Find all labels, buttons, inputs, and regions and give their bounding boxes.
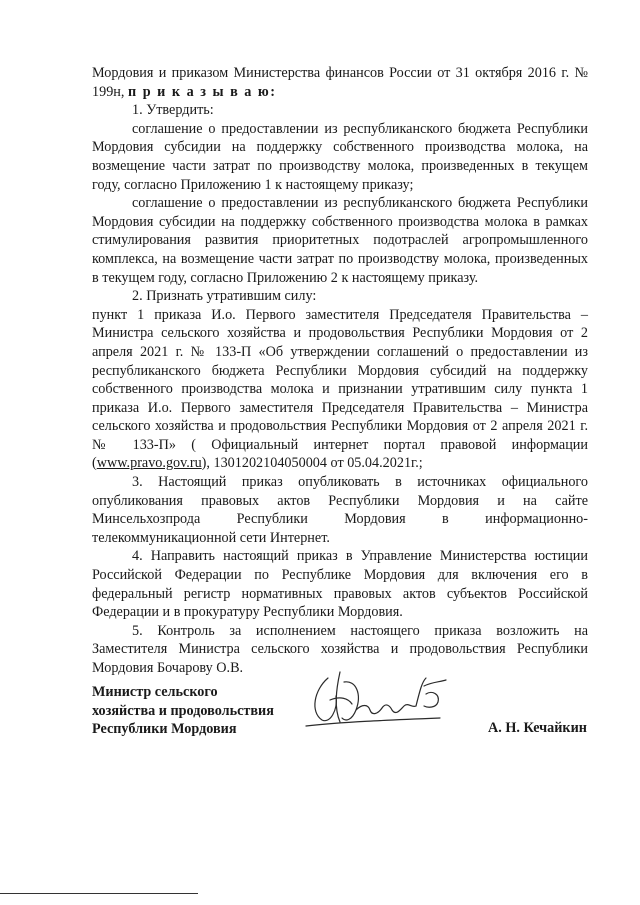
item-1-heading: 1. Утвердить: bbox=[132, 102, 214, 119]
item-5: 5. Контроль за исполнением настоящего приказа возложить на Заместителя Министра сельского хозяйства и продовольствия Республики Мордовия Бочарову О.В. bbox=[92, 622, 588, 676]
handwritten-signature bbox=[300, 660, 450, 740]
order-body bbox=[92, 64, 588, 678]
item-1-agreement-2: соглашение о предоставлении из республиканского бюджета Республики Мордовия субсидии на поддержку собственного производства молока в рамках стимулирования развития приоритетных подотраслей агропромышленного комплекса, на возмещение части затрат по производству молока, произведенных в текущем году, согласно Приложению 2 к настоящему приказу. bbox=[92, 195, 588, 286]
pravo-link[interactable]: www.pravo.gov.ru bbox=[96, 455, 202, 472]
signatory-title-line-3: Республики Мордовия bbox=[92, 721, 237, 738]
intro-number: № 199н, bbox=[92, 65, 588, 100]
footnote-divider bbox=[0, 893, 198, 894]
item-1-agreement-1: соглашение о предоставлении из республиканского бюджета Республики Мордовия субсидии на поддержку собственного производства молока, на возмещение части затрат по производству молока, произведенных в текущем году, согласно Приложению 1 к настоящему приказу; bbox=[92, 120, 588, 193]
item-2-text bbox=[92, 306, 588, 473]
item-2-text-tail: ), 1301202104050004 от 05.04.2021г.; bbox=[201, 455, 423, 472]
item-2-heading: 2. Признать утратившим силу: bbox=[132, 288, 317, 305]
signatory-title-line-2: хозяйства и продовольствия bbox=[92, 702, 274, 719]
item-2-text-main: пункт 1 приказа И.о. Первого заместителя Председателя Правительства – Министра сельского хозяйства и продовольствия Республики Мордовия от 2 апреля 2021 г. № 133-П «Об утверждении соглашений о предоставлении из республиканского бюджета Республики Мордовия субсидий на поддержку собственного производства молока и признании утратившим силу пункта 1 приказа И.о. Первого заместителя Председателя Правительства – Министра сельского хозяйства и продовольствия Республики Мордовия от 2 апреля 2021 г. № 133-П» ( Официальный интернет портал правовой информации ( bbox=[92, 306, 588, 472]
intro-text: Мордовия и приказом Министерства финансов России от 31 октября 2016 г. bbox=[92, 65, 570, 81]
signatory-title bbox=[92, 683, 292, 739]
order-keyword: п р и к а з ы в а ю: bbox=[127, 83, 277, 100]
signatory-title-line-1: Министр сельского bbox=[92, 684, 218, 700]
item-3: 3. Настоящий приказ опубликовать в источниках официального опубликования правовых актов Республики Мордовия и на сайте Минсельхозпрода Республики Мордовия в информационно-телекоммуникационной сети Интернет. bbox=[92, 474, 588, 546]
signatory-name: А. Н. Кечайкин bbox=[488, 720, 587, 736]
intro-paragraph bbox=[92, 64, 588, 101]
item-4: 4. Направить настоящий приказ в Управление Министерства юстиции Российской Федерации по Республике Мордовия для включения его в федеральный регистр нормативных правовых актов субъектов Российской Федерации и в прокуратуру Республики Мордовия. bbox=[92, 548, 588, 621]
